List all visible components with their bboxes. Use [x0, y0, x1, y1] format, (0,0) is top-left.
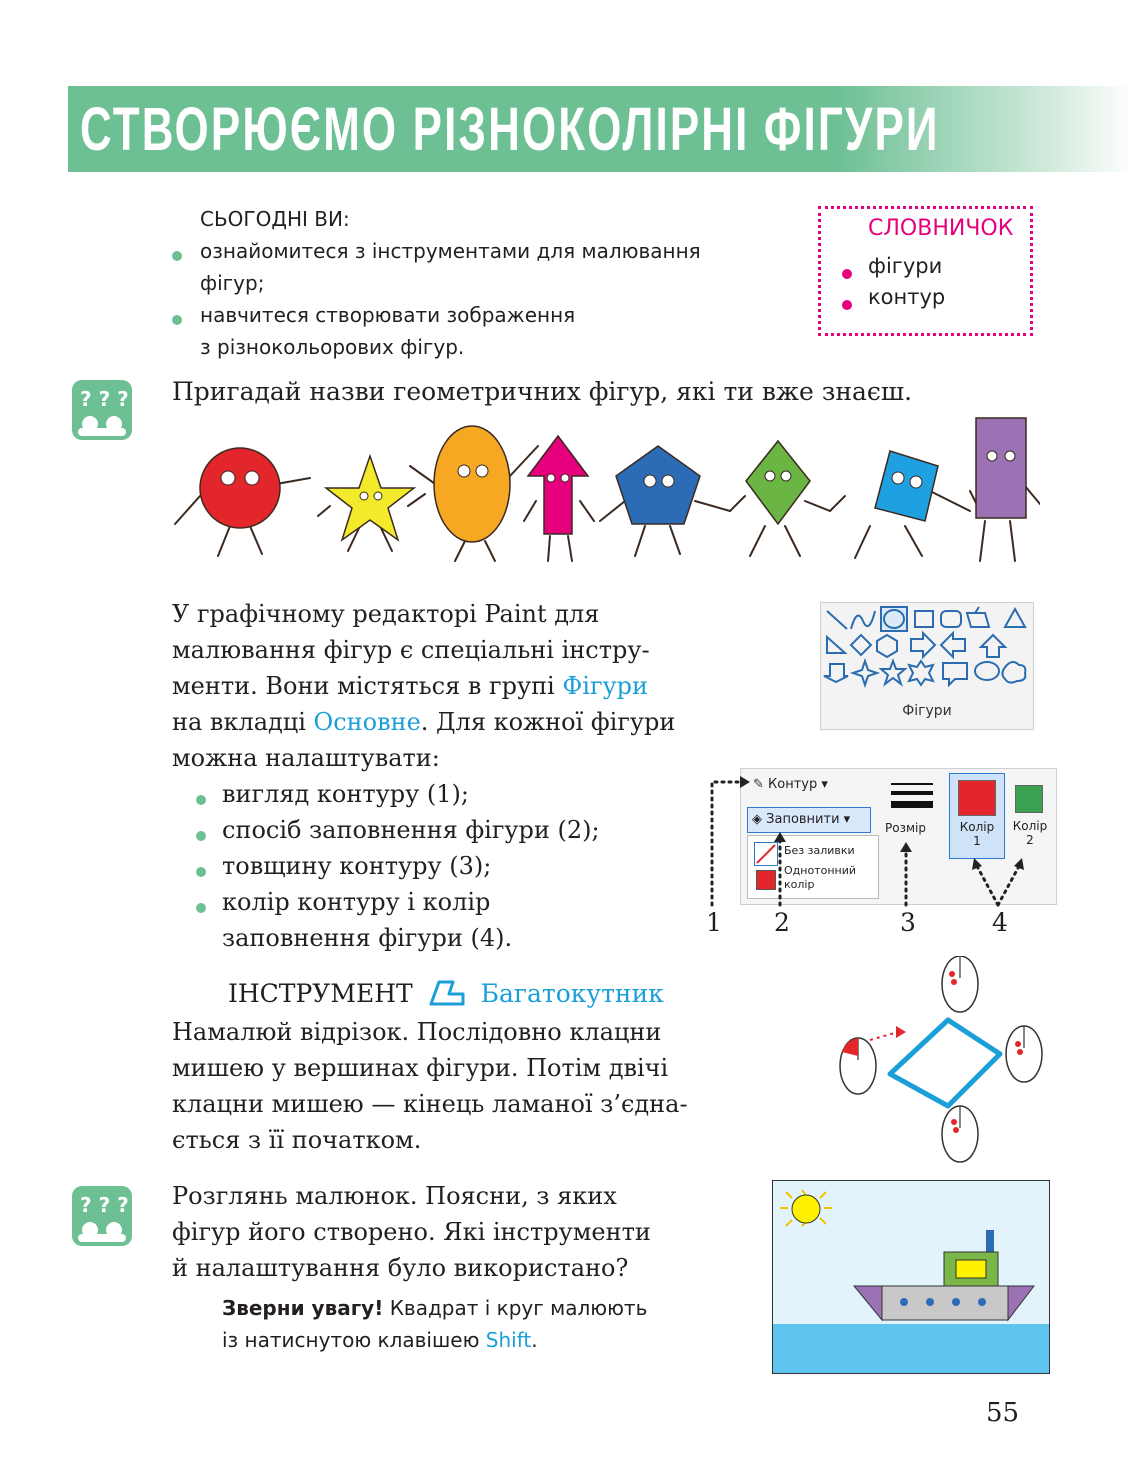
polygon-tool-icon — [427, 978, 467, 1006]
page-title: СТВОРЮЄМО РІЗНОКОЛІРНІ ФІГУРИ — [80, 95, 940, 163]
discussion-icon — [72, 1186, 132, 1246]
shapes-panel — [820, 602, 1034, 730]
callout-number-3: 3 — [900, 908, 916, 937]
callout-number-2: 2 — [774, 908, 790, 937]
polygon-clicks-diagram — [836, 956, 1046, 1166]
intro-bullet-2 — [172, 310, 182, 329]
intro-heading: СЬОГОДНІ ВИ: — [200, 207, 350, 231]
paint-line-2: малювання фігур є спеціальні інстру- — [172, 636, 650, 664]
svg-text:? ? ?: ? ? ? — [80, 387, 129, 411]
paint-bullet-dot-1 — [196, 790, 206, 809]
intro-item-2-line1: навчитеся створювати зображення — [200, 303, 576, 327]
vocabulary-item-1: фігури — [868, 254, 943, 278]
tool-line-2: мишею у вершинах фігури. Потім двічі — [172, 1054, 669, 1082]
vocabulary-title: СЛОВНИЧОК — [868, 216, 1014, 241]
tool-heading: ІНСТРУМЕНТ Багатокутник — [228, 979, 664, 1008]
tool-line-1: Намалюй відрізок. Послідовно клацни — [172, 1018, 662, 1046]
no-fill-option[interactable]: Без заливки — [784, 844, 855, 857]
paint-line-5: можна налаштувати: — [172, 744, 440, 772]
paint-bullet-1: вигляд контуру (1); — [222, 780, 469, 808]
note-line-1: Зверни увагу! Квадрат і круг малюють — [222, 1296, 648, 1320]
intro-item-1-line1: ознайомитеся з інструментами для малювання — [200, 239, 701, 263]
vocabulary-item-2: контур — [868, 285, 946, 309]
shift-key: Shift — [485, 1328, 532, 1352]
tool-line-3: клацни мишею — кінець ламаної з’єдна- — [172, 1090, 688, 1118]
tool-name: Багатокутник — [480, 979, 664, 1008]
task1-text: Пригадай назви геометричних фігур, які ти вже знаєш. — [172, 377, 913, 406]
paint-bullet-4: колір контуру і колір — [222, 888, 491, 916]
intro-bullet-1 — [172, 246, 182, 265]
fill-button[interactable]: ◈ Заповнити ▾ — [747, 807, 871, 833]
tool-line-4: ється з її початком. — [172, 1126, 422, 1154]
task2-line-2: фігур його створено. Які інструменти — [172, 1218, 651, 1246]
intro-item-1-line2: фігур; — [200, 271, 265, 295]
paint-line-3: менти. Вони містяться в групі Фігури — [172, 672, 649, 700]
ship-picture — [772, 1180, 1050, 1374]
shapes-panel-label: Фігури — [902, 703, 952, 719]
color1-label: Колір 1 — [959, 820, 995, 848]
intro-item-2-line2: з різнокольорових фігур. — [200, 335, 465, 359]
pointer-arrows — [700, 770, 1060, 910]
svg-text:? ? ?: ? ? ? — [80, 1193, 129, 1217]
page-number: 55 — [986, 1398, 1020, 1428]
paint-bullet-dot-3 — [196, 862, 206, 881]
note-line-2: із натиснутою клавішею Shift. — [222, 1328, 538, 1352]
paint-bullet-4-cont: заповнення фігури (4). — [222, 924, 513, 952]
callout-number-4: 4 — [992, 908, 1008, 937]
size-button[interactable]: Розмір — [885, 821, 926, 835]
color2-label: Колір 2 — [1012, 819, 1048, 847]
outline-button[interactable]: ✎ Контур ▾ — [753, 777, 828, 792]
paint-bullet-3: товщину контуру (3); — [222, 852, 492, 880]
discussion-icon — [72, 380, 132, 440]
shape-characters-illustration — [170, 416, 1040, 566]
callout-number-1: 1 — [706, 908, 722, 937]
group-name: Фігури — [562, 672, 649, 700]
task2-line-1: Розглянь малюнок. Поясни, з яких — [172, 1182, 617, 1210]
brush-icon: ✎ — [753, 777, 764, 792]
task2-line-3: й налаштування було використано? — [172, 1254, 629, 1282]
paint-line-1: У графічному редакторі Paint для — [172, 600, 600, 628]
vocab-bullet-2 — [842, 295, 852, 314]
paint-bullet-2: спосіб заповнення фігури (2); — [222, 816, 600, 844]
tab-name: Основне — [313, 708, 421, 736]
paint-bullet-dot-2 — [196, 826, 206, 845]
vocab-bullet-1 — [842, 264, 852, 283]
paint-line-4: на вкладці Основне. Для кожної фігури — [172, 708, 676, 736]
solid-fill-option[interactable]: Однотонний колір — [784, 864, 857, 891]
shapes-gallery[interactable] — [821, 603, 1033, 695]
fill-bucket-icon: ◈ — [752, 812, 762, 827]
paint-bullet-dot-4 — [196, 898, 206, 917]
